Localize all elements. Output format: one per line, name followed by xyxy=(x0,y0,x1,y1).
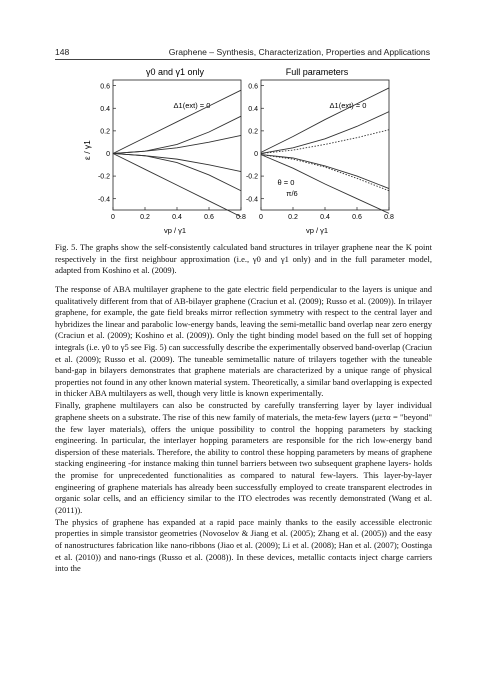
y-tick-label: 0.4 xyxy=(100,105,110,113)
x-tick-label: 0.2 xyxy=(288,214,298,221)
paragraph-3: The physics of graphene has expanded at a rapid pace mainly thanks to the easily accessible electronic properties in simple transistor geometries (Novoselov & Jiang et al. (2005); Zhang et al. (2005)) and the easy of nanostructures fabrication like nano-ribbons (Jiao et al. (2009); Li et al. (2008); Han et al. (2007); Oostinga et al. (2010)) and nano-rings (Russo et al. (2008)). In these devices, metallic contacts inject charge carriers into the xyxy=(55,516,432,574)
figure-caption: Fig. 5. The graphs show the self-consistently calculated band structures in trilayer graphene near the K point respectively in the first neighbour approximation (i.e., γ0 and γ1 only) and in the full parameter model, adapted from Koshino et al. (2009). xyxy=(55,242,432,275)
y-tick-label: 0.6 xyxy=(100,83,110,91)
left-panel-ticks xyxy=(98,83,246,221)
left-x-axis-label: vp / γ1 xyxy=(163,226,187,235)
x-tick-label: 0.2 xyxy=(140,214,150,221)
left-panel-annotation: Δ1(ext) = 0 xyxy=(173,101,211,110)
x-tick-label: 0.6 xyxy=(204,214,214,221)
y-tick-label: -0.4 xyxy=(97,196,110,204)
y-tick-label: 0.2 xyxy=(100,128,110,136)
left-panel-title: γ0 and γ1 only xyxy=(145,67,205,77)
x-tick-label: 0.4 xyxy=(172,214,182,221)
x-tick-label: 0.8 xyxy=(384,214,394,221)
paragraph-1: The response of ABA multilayer graphene to the gate electric field perpendicular to the layers is unique and qualitatively different from that of AB-bilayer graphene (Craciun et al. (2009); Russo et al. (2009)). In trilayer graphene, for example, the gate field breaks mirror reflection symmetry with respect to the central layer and hybridizes the linear and parabolic low-energy bands, leaving the semi-metallic band overlap near zero energy (Craciun et al. (2009); Koshino et al. (2009)). Only the tight binding model based on the full set of hopping integrals (i.e. γ0 to γ5 see Fig. 5) can successfully describe the experimentally observed band-overlap (Craciun et al. (2009); Russo et al. (2009). The tuneable semimetallic nature of trilayers together with the tuneable band-gap in bilayers demonstrates that graphene materials are characterized by a unique range of physical properties not found in any other known material system. Theoretically, a similar band overlapping is expected in thicker ABA multilayers as well, though very little is known experimentally. xyxy=(55,284,432,399)
page-number: 148 xyxy=(55,47,70,57)
y-tick-label: 0.2 xyxy=(248,128,258,136)
right-panel-lines xyxy=(261,88,389,213)
right-panel-annotation: Δ1(ext) = 0 xyxy=(329,101,367,110)
paragraph-2: Finally, graphene multilayers can also be constructed by carefully transferring layer by layer individual graphene sheets on a substrate. The rise of this new family of materials, the meta-few layers (μετα = "beyond" the few layer materials), offers the unique possibility to control the hopping parameters by stacking engineering. In particular, the interlayer hopping parameters are responsible for the rich low-energy band dispersion of these materials. Therefore, the ability to control these hopping parameters by means of graphene stacking engineering -for instance making thin tunnel barriers between two subsequent graphene layers- holds the promise for unprecedented functionalities as compared to natural few-layers. This layer-by-layer engineering of graphene materials has already been successfully employed to create transparent electrodes in organic solar cells, and an efficiency similar to the ITO electrodes was recently demonstrated (Wang et al. (2011)). xyxy=(55,400,432,515)
running-title: Graphene – Synthesis, Characterization, Properties and Applications xyxy=(168,47,430,57)
band-structure-figure xyxy=(80,62,400,237)
x-tick-label: 0.4 xyxy=(320,214,330,221)
y-tick-label: 0.4 xyxy=(248,105,258,113)
y-tick-label: -0.2 xyxy=(97,173,110,181)
theta-pi6-label: π/6 xyxy=(286,189,298,198)
right-panel-frame xyxy=(261,80,389,210)
left-y-axis-label: ε / γ1 xyxy=(82,140,92,160)
x-tick-label: 0 xyxy=(111,214,115,221)
theta-zero-label: θ = 0 xyxy=(277,178,295,187)
y-tick-label: -0.4 xyxy=(245,196,258,204)
x-tick-label: 0 xyxy=(259,214,263,221)
y-tick-label: 0.6 xyxy=(248,83,258,91)
y-tick-label: -0.2 xyxy=(245,173,258,181)
band-structure-plots xyxy=(80,62,400,237)
x-tick-label: 0.6 xyxy=(352,214,362,221)
y-tick-label: 0 xyxy=(254,151,258,159)
band-line xyxy=(261,112,389,154)
x-tick-label: 0.8 xyxy=(236,214,246,221)
right-x-axis-label: vp / γ1 xyxy=(305,226,329,235)
right-panel-title: Full parameters xyxy=(285,67,349,77)
header-rule xyxy=(55,59,430,60)
y-tick-label: 0 xyxy=(106,151,110,159)
body-text xyxy=(55,284,432,575)
